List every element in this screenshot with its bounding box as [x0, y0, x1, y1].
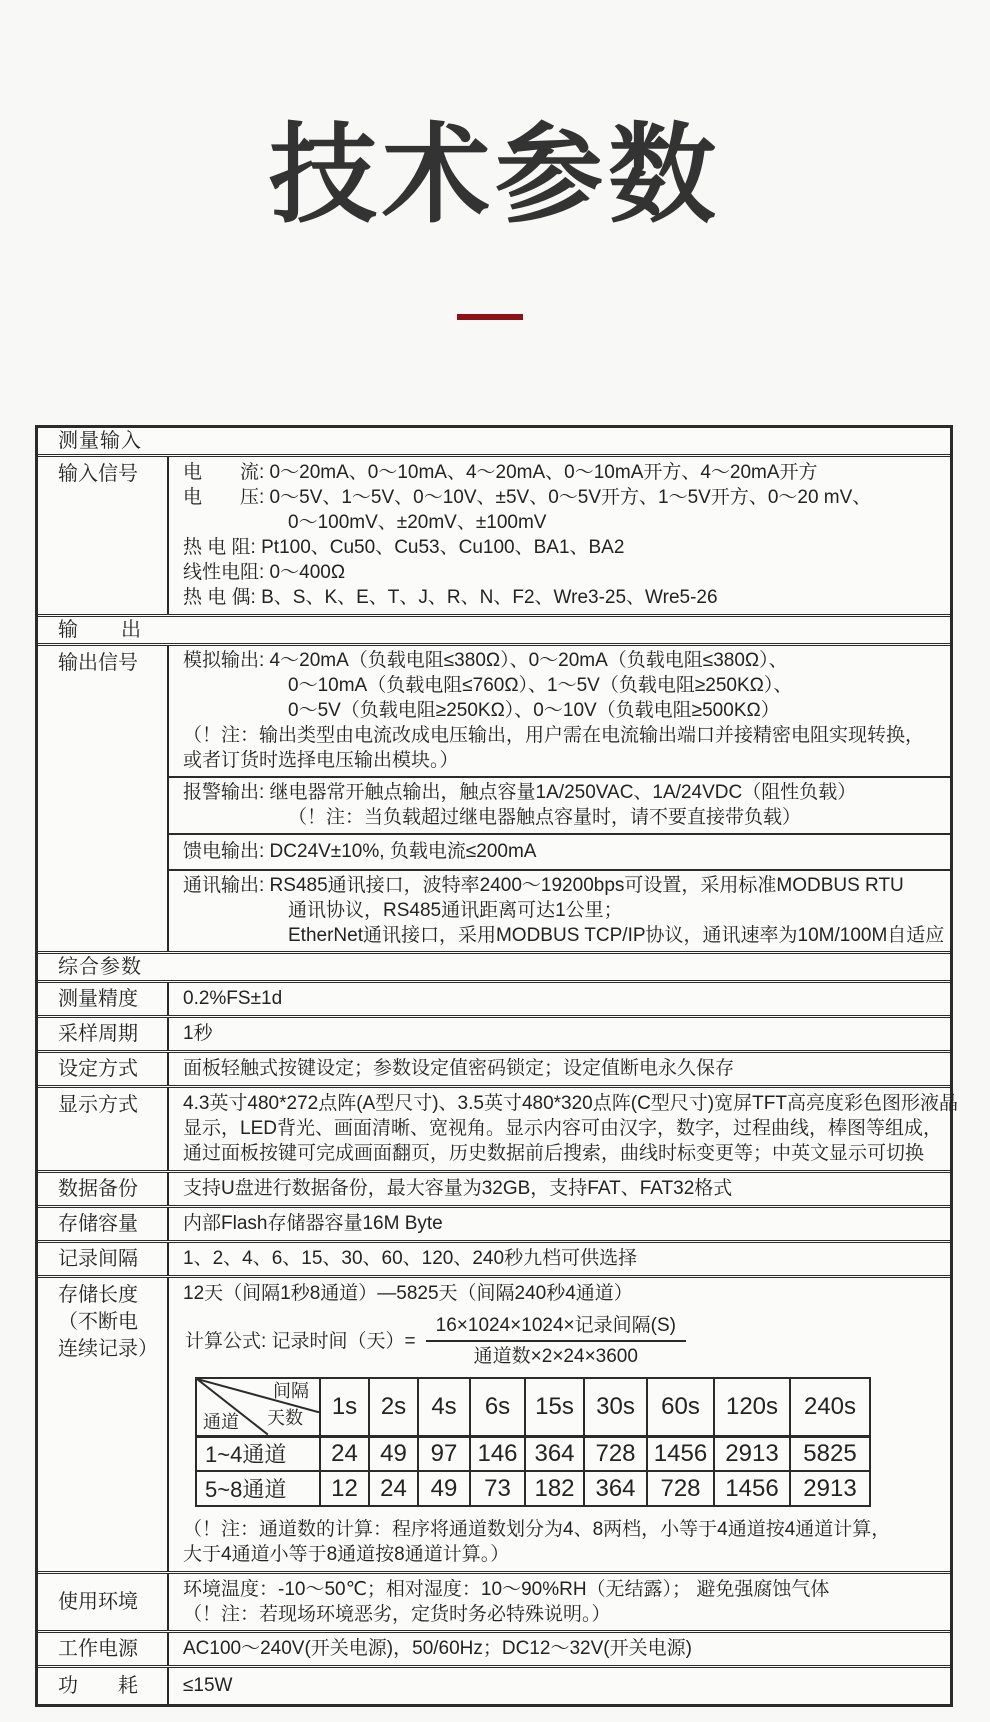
spec-line-linear-resistance: 线性电阻: 0～400Ω	[183, 562, 346, 583]
col-header: 60s	[647, 1378, 714, 1436]
formula-fraction	[426, 1313, 686, 1369]
row-value	[169, 1018, 950, 1050]
section-header-measure-input	[38, 428, 950, 454]
storage-length-content	[169, 1278, 950, 1571]
row-value	[169, 1243, 950, 1275]
row-label: 设定方式	[38, 1053, 169, 1085]
spec-line-storage-note-1: （！注：通道数的计算：程序将通道数划分为4、8两档，小等于4通道按4通道计算，	[183, 1519, 891, 1540]
row-label-line-1: 存储长度	[58, 1284, 138, 1306]
row-label	[38, 1278, 169, 1571]
spec-line-analog-note-2: 或者订货时选择电压输出模块。）	[183, 750, 459, 771]
row-data-backup	[38, 1170, 950, 1205]
row-accuracy	[38, 980, 950, 1015]
cell: 364	[584, 1471, 647, 1506]
cell: 2913	[714, 1436, 790, 1471]
row-label: 记录间隔	[38, 1243, 169, 1275]
section-header-label: 输 出	[58, 619, 142, 641]
row-value	[169, 1173, 950, 1205]
col-header: 6s	[470, 1378, 525, 1436]
col-header: 240s	[790, 1378, 870, 1436]
col-header: 4s	[418, 1378, 470, 1436]
spec-line-display-3: 通过面板按键可完成画面翻页，历史数据前后搜索，曲线时标变更等；中英文显示可切换	[183, 1143, 925, 1164]
col-header: 120s	[714, 1378, 790, 1436]
spec-value: ≤15W	[183, 1675, 233, 1696]
spec-value: AC100～240V(开关电源)，50/60Hz；DC12～32V(开关电源)	[183, 1638, 692, 1659]
analog-output-block	[169, 646, 950, 776]
formula-prefix: 计算公式: 记录时间（天）=	[185, 1330, 416, 1352]
section-header-label: 综合参数	[58, 956, 142, 978]
comm-output-block	[169, 869, 950, 951]
cell: 728	[584, 1436, 647, 1471]
row-value	[169, 1053, 950, 1085]
spec-value: 内部Flash存储器容量16M Byte	[183, 1213, 443, 1234]
spec-line-comm-2: 通讯协议，RS485通讯距离可达1公里；	[288, 900, 623, 921]
cell: 364	[525, 1436, 584, 1471]
row-storage-length	[38, 1275, 950, 1571]
cell: 49	[369, 1436, 418, 1471]
table-row-channels-1-4	[196, 1436, 870, 1471]
spec-line-analog-1: 模拟输出: 4～20mA（负载电阻≤380Ω）、0～20mA（负载电阻≤380Ω）、	[183, 650, 788, 671]
environment-content	[169, 1574, 950, 1630]
row-output-signal	[38, 643, 950, 951]
row-label: 使用环境	[38, 1574, 169, 1630]
storage-days-table	[195, 1377, 871, 1507]
spec-line-feed: 馈电输出: DC24V±10%, 负载电流≤200mA	[183, 841, 537, 862]
days-table-header-row	[196, 1378, 870, 1436]
row-label-line-2: （不断电	[58, 1311, 138, 1333]
cell: 12	[320, 1471, 369, 1506]
spec-line-alarm: 报警输出: 继电器常开触点输出，触点容量1A/250VAC、1A/24VDC（阻性负载）	[183, 782, 857, 803]
cell: 97	[418, 1436, 470, 1471]
row-label: 数据备份	[38, 1173, 169, 1205]
row-value	[169, 1633, 950, 1665]
cell: 2913	[790, 1471, 870, 1506]
row-power-consumption	[38, 1665, 950, 1704]
cell: 5825	[790, 1436, 870, 1471]
row-record-interval	[38, 1240, 950, 1275]
cell: 146	[470, 1436, 525, 1471]
spec-line-current: 电 流: 0～20mA、0～10mA、4～20mA、0～10mA开方、4～20mA开方	[183, 462, 818, 483]
table-row-channels-5-8	[196, 1471, 870, 1506]
spec-value: 支持U盘进行数据备份，最大容量为32GB，支持FAT、FAT32格式	[183, 1178, 733, 1199]
page-title: 技术参数	[268, 114, 721, 235]
row-header: 1~4通道	[196, 1436, 320, 1471]
corner-label-channel: 通道	[203, 1411, 239, 1432]
cell: 1456	[714, 1471, 790, 1506]
alarm-output-block	[169, 776, 950, 833]
spec-line-analog-2: 0～10mA（负载电阻≤760Ω）、1～5V（负载电阻≥250KΩ）、	[288, 675, 793, 696]
row-label: 显示方式	[38, 1088, 169, 1170]
spec-line-analog-3: 0～5V（负载电阻≥250KΩ）、0～10V（负载电阻≥500KΩ）	[288, 700, 780, 721]
row-sampling-period	[38, 1015, 950, 1050]
spec-value: 面板轻触式按键设定；参数设定值密码锁定；设定值断电永久保存	[183, 1058, 735, 1079]
cell: 728	[647, 1471, 714, 1506]
section-header-general	[38, 951, 950, 980]
row-input-signal	[38, 454, 950, 614]
spec-line-display-1: 4.3英寸480*272点阵(A型尺寸)、3.5英寸480*320点阵(C型尺寸)宽屏TFT高亮度彩色图形液晶	[183, 1093, 958, 1114]
row-label: 采样周期	[38, 1018, 169, 1050]
spec-value: 1、2、4、6、15、30、60、120、240秒九档可供选择	[183, 1248, 638, 1269]
output-signal-content	[169, 646, 950, 951]
row-environment	[38, 1571, 950, 1630]
row-value	[169, 983, 950, 1015]
col-header: 1s	[320, 1378, 369, 1436]
spec-value: 1秒	[183, 1023, 213, 1044]
spec-line-analog-note-1: （！注：输出类型由电流改成电压输出，用户需在电流输出端口并接精密电阻实现转换，	[183, 725, 925, 746]
diagonal-header-cell	[196, 1378, 320, 1436]
col-header: 15s	[525, 1378, 584, 1436]
input-signal-content	[169, 457, 950, 614]
accent-bar	[457, 314, 523, 320]
row-label: 输出信号	[38, 646, 169, 951]
cell: 24	[369, 1471, 418, 1506]
spec-line-alarm-note: （！注：当负载超过继电器触点容量时，请不要直接带负载）	[288, 807, 802, 828]
spec-line-voltage-cont: 0～100mV、±20mV、±100mV	[288, 512, 547, 533]
spec-value: 0.2%FS±1d	[183, 988, 283, 1009]
cell: 49	[418, 1471, 470, 1506]
row-value	[169, 1208, 950, 1240]
col-header: 30s	[584, 1378, 647, 1436]
row-setting-method	[38, 1050, 950, 1085]
spec-line-environment-2: （！注：若现场环境恶劣，定货时务必特殊说明。）	[183, 1604, 611, 1625]
storage-note	[183, 1517, 942, 1567]
spec-line-thermocouple: 热 电 偶: B、S、K、E、T、J、R、N、F2、Wre3-25、Wre5-26	[183, 587, 718, 608]
spec-table	[35, 425, 958, 1707]
corner-label-interval: 间隔	[273, 1381, 309, 1401]
row-storage-capacity	[38, 1205, 950, 1240]
storage-formula	[185, 1313, 942, 1369]
spec-line-rtd: 热 电 阻: Pt100、Cu50、Cu53、Cu100、BA1、BA2	[183, 537, 625, 558]
row-label-line-3: 连续记录）	[58, 1338, 158, 1360]
spec-line-comm-3: EtherNet通讯接口，采用MODBUS TCP/IP协议，通讯速率为10M/100M自适应	[288, 925, 945, 946]
feed-output-block	[169, 833, 950, 869]
row-label: 输入信号	[38, 457, 169, 614]
display-method-content	[169, 1088, 958, 1170]
section-header-output	[38, 614, 950, 643]
formula-numerator: 16×1024×1024×记录间隔(S)	[426, 1313, 686, 1342]
row-display-method	[38, 1085, 958, 1170]
section-header-label: 测量输入	[58, 430, 142, 452]
spec-line-comm-1: 通讯输出: RS485通讯接口，波特率2400～19200bps可设置，采用标准MODBUS RTU	[183, 875, 904, 896]
spec-line-voltage: 电 压: 0～5V、1～5V、0～10V、±5V、0～5V开方、1～5V开方、0～20 mV、	[183, 487, 872, 508]
spec-line-environment-1: 环境温度：-10～50℃；相对湿度：10～90%RH（无结露）； 避免强腐蚀气体	[183, 1579, 830, 1600]
row-label: 工作电源	[38, 1633, 169, 1665]
row-label: 存储容量	[38, 1208, 169, 1240]
corner-label-days: 天数	[267, 1408, 303, 1428]
row-label: 测量精度	[38, 983, 169, 1015]
cell: 1456	[647, 1436, 714, 1471]
row-power-supply	[38, 1630, 950, 1665]
col-header: 2s	[369, 1378, 418, 1436]
spec-line-storage-range: 12天（间隔1秒8通道）—5825天（间隔240秒4通道）	[183, 1283, 633, 1304]
row-header: 5~8通道	[196, 1471, 320, 1506]
row-label: 功 耗	[38, 1668, 169, 1704]
spec-line-display-2: 显示，LED背光、画面清晰、宽视角。显示内容可由汉字，数字，过程曲线，棒图等组成，	[183, 1118, 942, 1139]
cell: 24	[320, 1436, 369, 1471]
spec-line-storage-note-2: 大于4通道小等于8通道按8通道计算。）	[183, 1544, 510, 1565]
cell: 73	[470, 1471, 525, 1506]
row-value	[169, 1668, 950, 1704]
cell: 182	[525, 1471, 584, 1506]
formula-denominator: 通道数×2×24×3600	[473, 1346, 638, 1367]
